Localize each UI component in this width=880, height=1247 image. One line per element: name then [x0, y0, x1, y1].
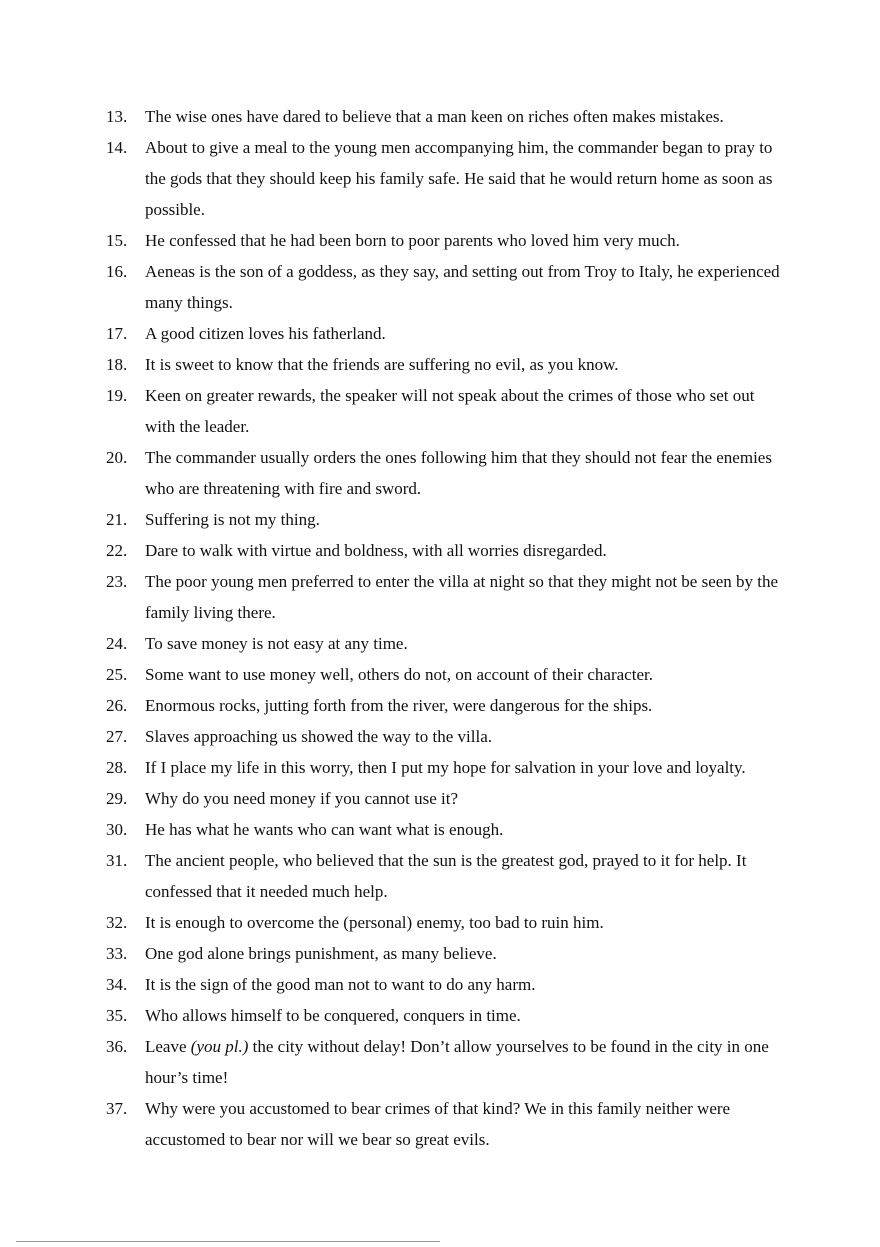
item-number: 14.: [106, 138, 128, 157]
text-segment: The ancient people, who believed that the sun is the greatest god, prayed to it for help. It confessed that it needed much help.: [145, 851, 747, 901]
item-number: 22.: [106, 541, 128, 560]
text-segment: To save money is not easy at any time.: [145, 634, 408, 653]
item-text: [145, 752, 786, 783]
text-segment: He has what he wants who can want what is enough.: [145, 820, 504, 839]
item-text: [145, 969, 786, 1000]
list-item: [106, 938, 786, 969]
text-segment: Some want to use money well, others do not, on account of their character.: [145, 665, 653, 684]
list-item: [106, 442, 786, 504]
footnote-divider: [16, 1241, 440, 1242]
list-item: [106, 225, 786, 256]
list-item: [106, 535, 786, 566]
item-text: [145, 814, 786, 845]
text-segment: Why do you need money if you cannot use it?: [145, 789, 459, 808]
item-number: 29.: [106, 789, 128, 808]
item-text: [145, 659, 786, 690]
text-segment: The wise ones have dared to believe that a man keen on riches often makes mistakes.: [145, 107, 724, 126]
text-segment: Leave: [145, 1037, 191, 1056]
list-item: [106, 318, 786, 349]
list-item: [106, 783, 786, 814]
item-number: 28.: [106, 758, 128, 777]
item-text: [145, 256, 786, 318]
sentence-list: [106, 101, 786, 1155]
item-text: [145, 721, 786, 752]
item-number: 33.: [106, 944, 128, 963]
item-text: [145, 132, 786, 225]
text-segment: Why were you accustomed to bear crimes of that kind? We in this family neither were accustomed to bear nor will we bear so great evils.: [145, 1099, 731, 1149]
item-number: 16.: [106, 262, 128, 281]
text-segment: A good citizen loves his fatherland.: [145, 324, 386, 343]
item-number: 32.: [106, 913, 128, 932]
text-segment: Slaves approaching us showed the way to the villa.: [145, 727, 493, 746]
item-number: 15.: [106, 231, 128, 250]
text-segment: It is the sign of the good man not to want to do any harm.: [145, 975, 536, 994]
text-segment: If I place my life in this worry, then I put my hope for salvation in your love and loyalty.: [145, 758, 746, 777]
item-number: 25.: [106, 665, 128, 684]
item-text: [145, 1000, 786, 1031]
text-segment: He confessed that he had been born to poor parents who loved him very much.: [145, 231, 680, 250]
item-text: [145, 225, 786, 256]
list-item: [106, 845, 786, 907]
list-item: [106, 721, 786, 752]
list-item: [106, 659, 786, 690]
text-segment: Who allows himself to be conquered, conquers in time.: [145, 1006, 521, 1025]
list-item: [106, 628, 786, 659]
text-segment: About to give a meal to the young men accompanying him, the commander began to pray to the gods that they should keep his family safe. He said that he would return home as soon as possible.: [145, 138, 773, 219]
item-number: 35.: [106, 1006, 128, 1025]
list-item: [106, 349, 786, 380]
item-text: [145, 101, 786, 132]
list-item: [106, 1000, 786, 1031]
item-text: [145, 628, 786, 659]
item-text: [145, 535, 786, 566]
text-segment: The commander usually orders the ones following him that they should not fear the enemies who are threatening with fire and sword.: [145, 448, 772, 498]
item-number: 26.: [106, 696, 128, 715]
item-text: [145, 1093, 786, 1155]
item-number: 17.: [106, 324, 128, 343]
list-item: [106, 504, 786, 535]
item-number: 19.: [106, 386, 128, 405]
list-item: [106, 256, 786, 318]
item-text: [145, 349, 786, 380]
list-item: [106, 132, 786, 225]
list-item: [106, 380, 786, 442]
item-number: 27.: [106, 727, 128, 746]
list-item: [106, 101, 786, 132]
item-number: 23.: [106, 572, 128, 591]
item-text: [145, 318, 786, 349]
item-number: 31.: [106, 851, 128, 870]
list-item: [106, 752, 786, 783]
text-segment: Dare to walk with virtue and boldness, with all worries disregarded.: [145, 541, 607, 560]
list-item: [106, 969, 786, 1000]
item-number: 20.: [106, 448, 128, 467]
item-text: [145, 442, 786, 504]
item-number: 34.: [106, 975, 128, 994]
text-segment: Enormous rocks, jutting forth from the river, were dangerous for the ships.: [145, 696, 653, 715]
item-text: [145, 783, 786, 814]
text-segment: Aeneas is the son of a goddess, as they say, and setting out from Troy to Italy, he experienced many things.: [145, 262, 780, 312]
list-item: [106, 1093, 786, 1155]
item-text: [145, 907, 786, 938]
text-segment: The poor young men preferred to enter the villa at night so that they might not be seen by the family living there.: [145, 572, 779, 622]
list-item: [106, 566, 786, 628]
list-item: [106, 690, 786, 721]
item-text: [145, 938, 786, 969]
item-number: 24.: [106, 634, 128, 653]
item-number: 21.: [106, 510, 128, 529]
item-number: 18.: [106, 355, 128, 374]
text-segment: It is sweet to know that the friends are suffering no evil, as you know.: [145, 355, 619, 374]
text-segment: Suffering is not my thing.: [145, 510, 320, 529]
list-item: [106, 907, 786, 938]
text-segment: Keen on greater rewards, the speaker will not speak about the crimes of those who set out with the leader.: [145, 386, 755, 436]
item-number: 37.: [106, 1099, 128, 1118]
list-item: [106, 814, 786, 845]
list-item: [106, 1031, 786, 1093]
text-segment: the city without delay! Don’t allow yourselves to be found in the city in one hour’s time!: [145, 1037, 769, 1087]
item-number: 30.: [106, 820, 128, 839]
item-text: [145, 504, 786, 535]
item-text: [145, 690, 786, 721]
item-text: [145, 380, 786, 442]
item-text: [145, 845, 786, 907]
item-number: 36.: [106, 1037, 128, 1056]
text-segment: It is enough to overcome the (personal) enemy, too bad to ruin him.: [145, 913, 604, 932]
item-text: [145, 566, 786, 628]
text-segment: One god alone brings punishment, as many believe.: [145, 944, 497, 963]
item-text: [145, 1031, 786, 1093]
item-number: 13.: [106, 107, 128, 126]
italic-note: (you pl.): [190, 1037, 249, 1056]
